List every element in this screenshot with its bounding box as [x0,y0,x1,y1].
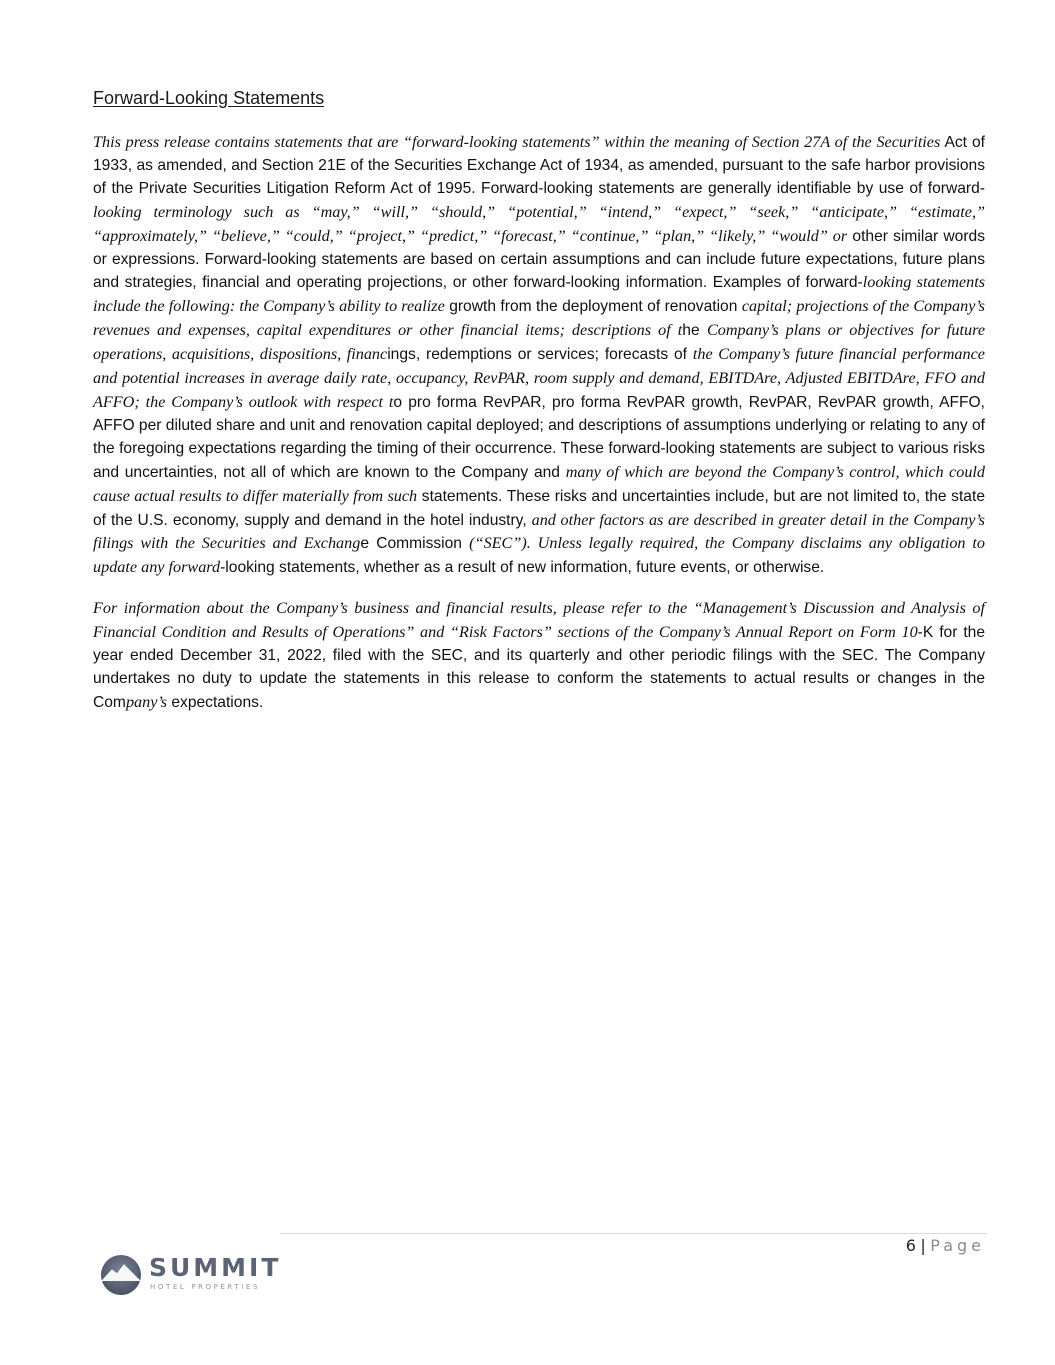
mountain-logo-icon [100,1254,142,1296]
text-run: expectations. [171,693,264,711]
text-run: (“SEC”). Unless legally required, the Company disclaims any obligation to update any forward [93,534,985,577]
text-run: Company’s plans or objectives for future operations, acquisitions, dispositions, financ [93,321,985,364]
text-run: capital; projections of the Company’s revenues and expenses, capital expenditures or other financial items; descriptions of t [93,297,985,340]
page-label: Page [930,1236,985,1255]
text-run: Act of 1933, as amended, and Section 21E of the Securities Exchange Act of 1934, as amended, pursuant to the safe harbor provisions of the Private Securities Litigation Reform Act of 1995. Forward-looking statements are generally identifiable by use of forward- [93,134,985,197]
text-run: o pro forma RevPAR, pro forma RevPAR growth, RevPAR, RevPAR growth, AFFO, AFFO per diluted share and unit and renovation capital deployed; and descriptions of assumptions underlying or relating to any of the foregoing expectations regarding the timing of their occurrence. These forward-looking statements are subject to various risks and uncertainties, not all of which are known to the Company and [93,393,985,481]
text-run: and other factors as are described in greater detail in the Company’s filings with the Securities and Exchang [93,510,985,553]
logo-name: SUMMIT [149,1253,282,1282]
logo-subtitle: HOTEL PROPERTIES [150,1283,260,1291]
text-run: looking terminology such as “may,” “will,” “should,” “potential,” “intend,” “expect,” “seek,” “anticipate,” “estimate,” “approximately,” “believe,” “could,” “project,” “predict,” “forecast,” “continue,” “plan,” “likely,” “would” or [93,202,985,245]
section-heading: Forward-Looking Statements [93,88,325,108]
text-run: he [682,322,700,340]
text-run: the Company’s future financial performance and potential increases in average daily rate, occupancy, RevPAR, room supply and demand, EBITDAre, Adjusted EBITDAre, FFO and AFFO; the Company’s outlook with respect t [93,345,985,411]
company-information-paragraph [93,597,985,715]
company-logo [100,1253,282,1298]
page-separator: | [920,1236,927,1255]
text-run: e Commission [360,535,462,553]
page-number [906,1236,985,1255]
text-run: pany’s [125,692,168,711]
text-run: ings, redemptions or services; forecasts of [387,346,687,364]
page-number-value: 6 [905,1236,917,1255]
text-run: -K for the year ended December 31, 2022, filed with the SEC, and its quarterly and other periodic filings with the SEC. The Company undertakes no duty to update the statements in this release to conform the statements to actual results or changes in the Com [93,623,985,711]
text-run: looking statements include the following: the Company’s ability to realize [93,273,985,316]
text-run: growth from the deployment of renovation [449,298,738,316]
text-run: statements. These risks and uncertainties include, but are not limited to, the state of the U.S. economy, supply and demand in the hotel industry, [93,487,985,529]
footer-divider [280,1233,987,1234]
text-run: This press release contains statements that are “forward-looking statements” within the meaning of Section 27A of the Securities [93,133,941,151]
text-run: For information about the Company’s business and financial results, please refer to the “Management’s Discussion and Analysis of Financial Condition and Results of Operations” and “Risk Factors” sections of the Company’s Annual Report on Form 10 [93,599,985,641]
text-run: -looking statements, whether as a result of new information, future events, or otherwise. [220,559,825,577]
text-run: other similar words or expressions. Forward-looking statements are based on certain assumptions and can include future expectations, future plans and strategies, financial and operating projections, or other forward-looking information. Examples of forward- [93,227,986,292]
forward-looking-paragraph [93,131,985,580]
text-run: many of which are beyond the Company’s control, which could cause actual results to differ materially from such [93,462,985,505]
